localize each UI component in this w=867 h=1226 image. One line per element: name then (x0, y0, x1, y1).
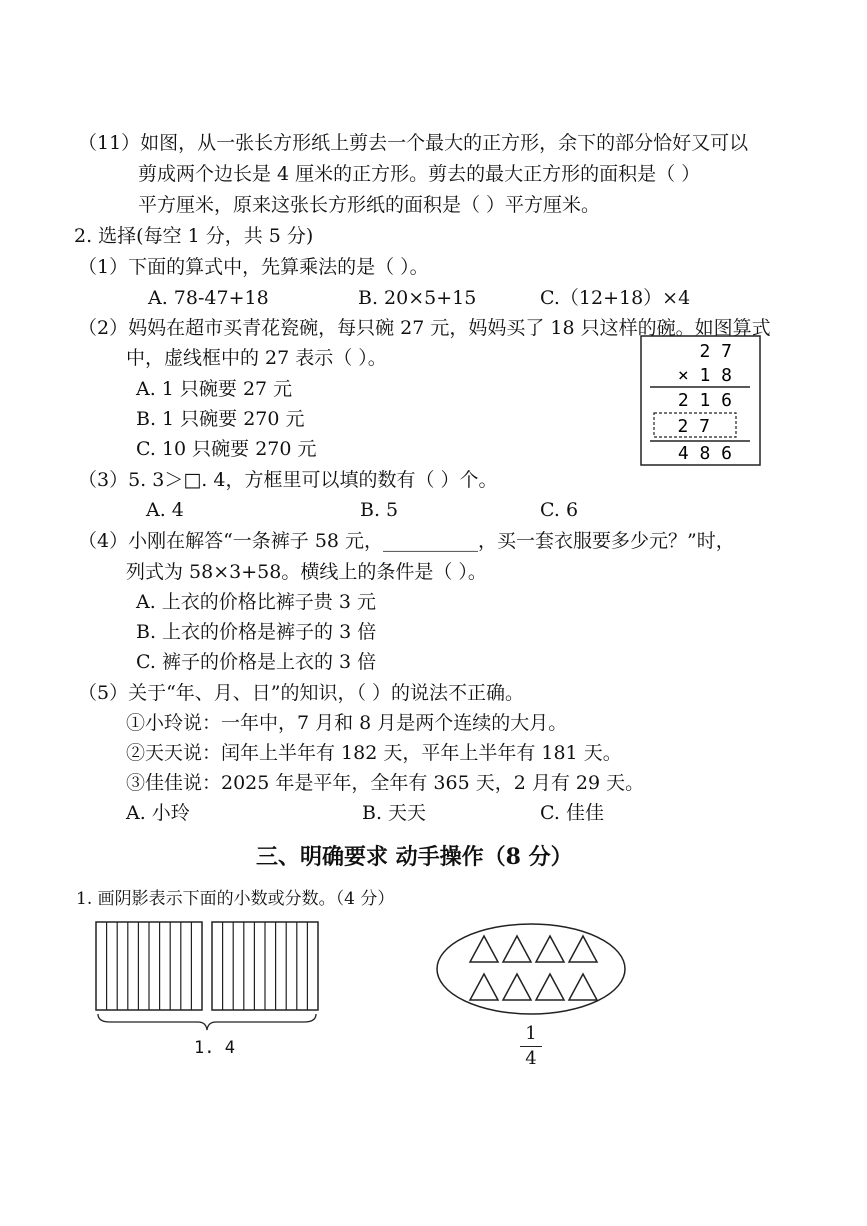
q2-5-option-c: C. 佳佳 (540, 802, 604, 824)
fraction (520, 1024, 542, 1069)
fraction-denominator: 4 (525, 1048, 537, 1069)
triangle[interactable] (503, 936, 531, 962)
q2-4-option-c: C. 裤子的价格是上衣的 3 倍 (136, 651, 377, 673)
q2-5-statement-3: ③佳佳说：2025 年是平年，全年有 365 天，2 月有 29 天。 (126, 772, 645, 794)
q2-5-statement-1: ①小玲说：一年中，7 月和 8 月是两个连续的大月。 (126, 712, 568, 734)
fraction-numerator: 1 (525, 1023, 537, 1044)
section2-title: 2. 选择(每空 1 分，共 5 分) (74, 225, 314, 247)
q2-5-stem: （5）关于“年、月、日”的知识，（ ）的说法不正确。 (78, 682, 525, 704)
q2-3-option-a: A. 4 (146, 499, 184, 521)
q2-5-option-a: A. 小玲 (126, 802, 190, 824)
q11-line2: 剪成两个边长是 4 厘米的正方形。剪去的最大正方形的面积是（ ） (138, 163, 701, 185)
q2-1-option-b: B. 20×5+15 (358, 287, 477, 309)
q2-5-option-b: B. 天天 (362, 802, 427, 824)
q2-1-option-a: A. 78-47+18 (148, 287, 269, 309)
q2-4-line1: （4）小刚在解答“一条裤子 58 元，__________，买一套衣服要多少元？”时， (78, 530, 735, 552)
triangle[interactable] (470, 974, 498, 1000)
triangle[interactable] (536, 974, 564, 1000)
q2-2-line1: （2）妈妈在超市买青花瓷碗，每只碗 27 元，妈妈买了 18 只这样的碗。如图算式 (78, 317, 771, 339)
q2-4-line2: 列式为 58×3+58。横线上的条件是（ ）。 (126, 561, 487, 583)
q2-2-option-c: C. 10 只碗要 270 元 (136, 438, 317, 460)
triangle[interactable] (569, 974, 597, 1000)
q2-3-option-b: B. 5 (360, 499, 399, 521)
brace (98, 1014, 316, 1030)
q2-3-option-c: C. 6 (540, 499, 579, 521)
section3-title: 三、明确要求 动手操作（8 分） (256, 844, 573, 870)
q11-line1: （11）如图，从一张长方形纸上剪去一个最大的正方形，余下的部分恰好又可以 (78, 132, 749, 154)
calc-row-5: 4 8 6 (677, 443, 732, 464)
calc-row-1: 2 7 (699, 341, 732, 362)
triangle[interactable] (569, 936, 597, 962)
calc-row-3: 2 1 6 (677, 390, 732, 411)
multiplication-calc-figure (640, 335, 762, 467)
triangle[interactable] (503, 974, 531, 1000)
calc-row-2: × 1 8 (677, 365, 732, 386)
q11-line3: 平方厘米，原来这张长方形纸的面积是（ ）平方厘米。 (138, 194, 601, 216)
calc-row-4: 2 7 (677, 416, 710, 437)
q2-4-option-a: A. 上衣的价格比裤子贵 3 元 (136, 591, 376, 613)
triangle[interactable] (536, 936, 564, 962)
decimal-label: 1. 4 (194, 1038, 235, 1058)
q2-2-line2: 中，虚线框中的 27 表示（ ）。 (126, 347, 387, 369)
q2-3-stem: （3）5. 3＞□. 4，方框里可以填的数有（ ）个。 (78, 469, 498, 491)
q2-1-option-c: C.（12+18）×4 (540, 287, 691, 309)
triangle[interactable] (470, 936, 498, 962)
q2-5-statement-2: ②天天说：闰年上半年有 182 天，平年上半年有 181 天。 (126, 742, 622, 764)
fraction-figure (434, 922, 630, 1018)
q2-2-option-b: B. 1 只碗要 270 元 (136, 408, 305, 430)
q2-4-option-b: B. 上衣的价格是裤子的 3 倍 (136, 621, 377, 643)
decimal-figure (90, 918, 340, 1038)
q2-2-option-a: A. 1 只碗要 27 元 (136, 378, 293, 400)
q2-1-stem: （1）下面的算式中，先算乘法的是（ ）。 (78, 256, 429, 278)
section3-q1: 1. 画阴影表示下面的小数或分数。（4 分） (76, 889, 395, 909)
